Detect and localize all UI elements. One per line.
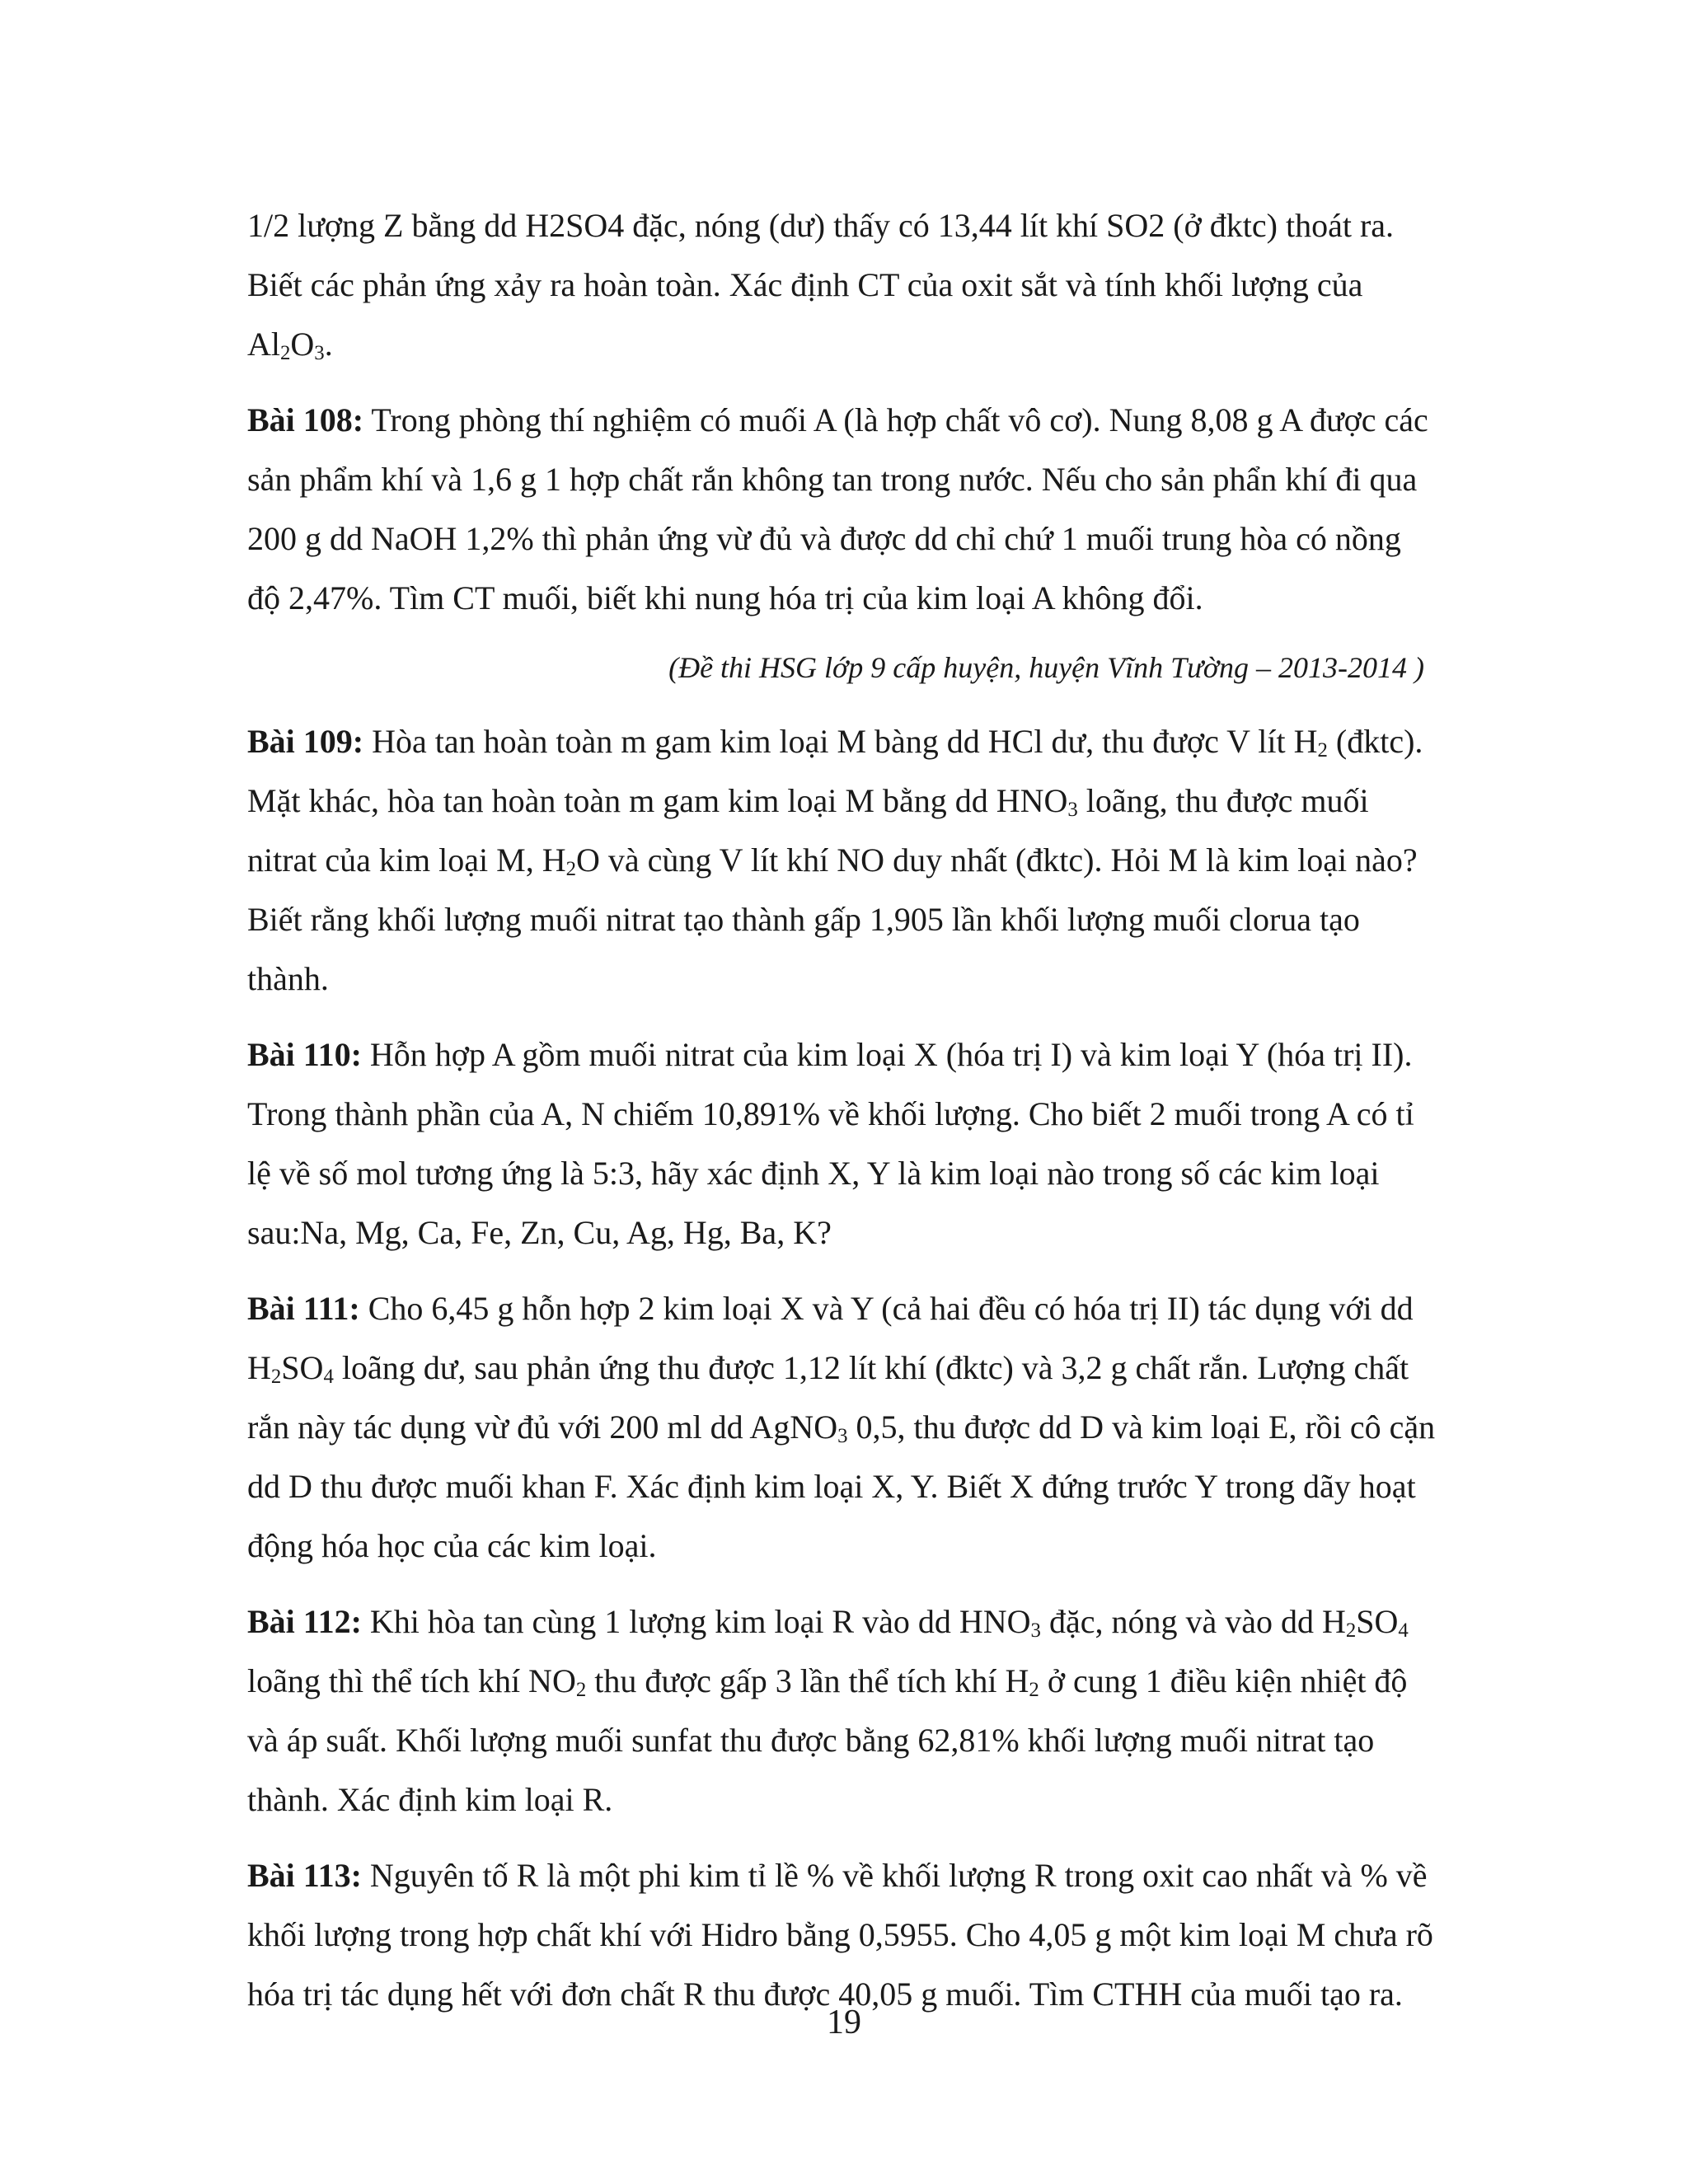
problem-108-source: (Đề thi HSG lớp 9 cấp huyện, huyện Vĩnh Tường – 2013-2014 ) (668, 651, 1424, 684)
problem-113: Bài 113: Nguyên tố R là một phi kim tỉ lề % về khối lượng R trong oxit cao nhất và % về khối lượng trong hợp chất khí với Hidro bằng 0,5955. Cho 4,05 g một kim loại M chưa rõ hóa trị tác dụng hết với đơn chất R thu được 40,05 g muối. Tìm CTHH của muối tạo ra. (247, 1857, 1433, 2013)
page-content (247, 196, 1441, 2041)
problem-label: Bài 108: (247, 401, 364, 438)
problem-label: Bài 112: (247, 1603, 362, 1640)
problem-108: Bài 108: Trong phòng thí nghiệm có muối A (là hợp chất vô cơ). Nung 8,08 g A được các sản phẩm khí và 1,6 g 1 hợp chất rắn không tan trong nước. Nếu cho sản phẩn khí đi qua 200 g dd NaOH 1,2% thì phản ứng vừ đủ và được dd chỉ chứ 1 muối trung hòa có nồng độ 2,47%. Tìm CT muối, biết khi nung hóa trị của kim loại A không đổi. (247, 401, 1428, 616)
problem-label: Bài 111: (247, 1290, 360, 1327)
problem-label: Bài 110: (247, 1036, 362, 1073)
page-number: 19 (827, 2004, 861, 2041)
problem-111: Bài 111: Cho 6,45 g hỗn hợp 2 kim loại X và Y (cả hai đều có hóa trị II) tác dụng với dd $H_2SO_4$ loãng dư, sau phản ứng thu được 1,12 lít khí (đktc) và 3,2 g chất rắn. Lượng chất rắn này tác dụng vừ đủ với 200 ml dd AgNO$_3$ 0,5, thu được dd D và kim loại E, rồi cô cặn dd D thu được muối khan F. Xác định kim loại X, Y. Biết X đứng trước Y trong dãy hoạt động hóa học của các kim loại. (247, 1290, 1436, 1564)
problem-112: Bài 112: Khi hòa tan cùng 1 lượng kim loại R vào dd $HNO_3$ đặc, nóng và vào dd $H_2SO_4$ loãng thì thể tích khí $NO_2$ thu được gấp 3 lần thể tích khí $H_2$ ở cung 1 điều kiện nhiệt độ và áp suất. Khối lượng muối sunfat thu được bằng 62,81% khối lượng muối nitrat tạo thành. Xác định kim loại R. (247, 1603, 1409, 1818)
intro-paragraph: 1/2 lượng Z bằng dd H2SO4 đặc, nóng (dư) thấy có 13,44 lít khí SO2 (ở đktc) thoát ra. Biết các phản ứng xảy ra hoàn toàn. Xác định CT của oxit sắt và tính khối lượng của $Al_2O_3$. (247, 207, 1395, 364)
problem-110: Bài 110: Hỗn hợp A gồm muối nitrat của kim loại X (hóa trị I) và kim loại Y (hóa trị II). Trong thành phần của A, N chiếm 10,891% về khối lượng. Cho biết 2 muối trong A có tỉ lệ về số mol tương ứng là 5:3, hãy xác định X, Y là kim loại nào trong số các kim loại sau:Na, Mg, Ca, Fe, Zn, Cu, Ag, Hg, Ba, K? (247, 1036, 1414, 1251)
problem-109: Bài 109: Hòa tan hoàn toàn m gam kim loại M bàng dd HCl dư, thu được V lít $H_2$ (đktc). Mặt khác, hòa tan hoàn toàn m gam kim loại M bằng dd $HNO_3$ loãng, thu được muối nitrat của kim loại M, $H_2O$ và cùng V lít khí NO duy nhất (đktc). Hỏi M là kim loại nào? Biết rằng khối lượng muối nitrat tạo thành gấp 1,905 lần khối lượng muối clorua tạo thành. (247, 723, 1423, 997)
problem-label: Bài 109: (247, 723, 364, 760)
problem-label: Bài 113: (247, 1857, 362, 1894)
